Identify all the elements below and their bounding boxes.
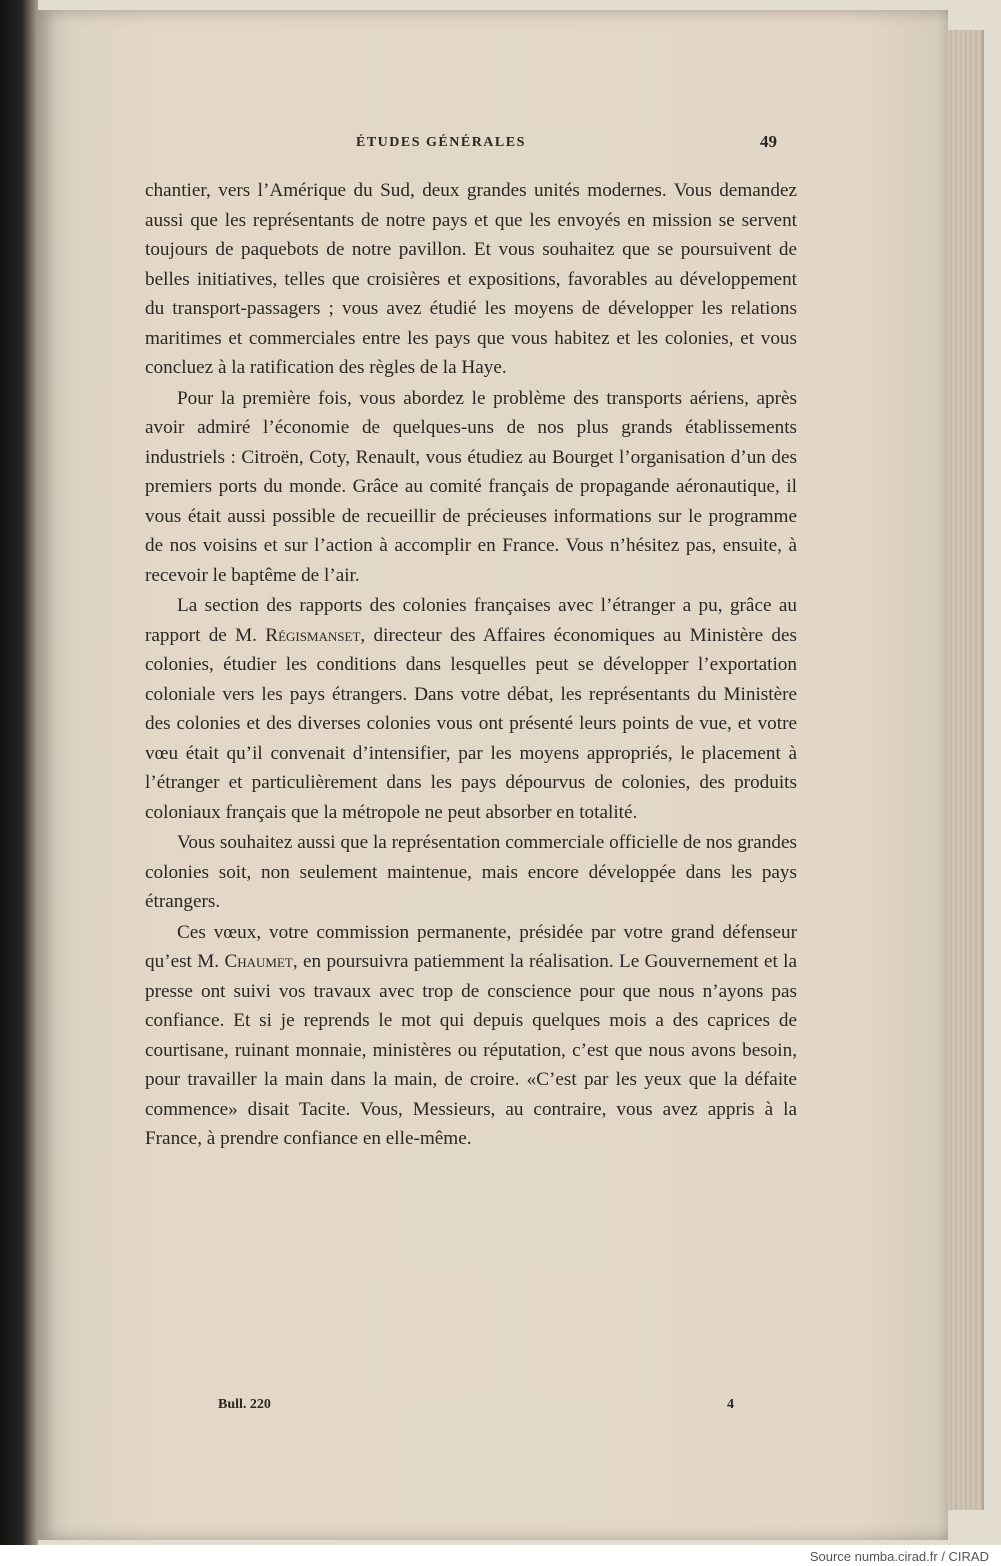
paragraph-5-end: , en poursuivra patiemment la réalisation. Le Gouvernement et la presse ont suivi vos travaux avec trop de conscience pour que nous n’ayons pas confiance. Et si je reprends le mot qui depuis quelques mois a des caprices de courtisane, ruinant monnaie, ministères ou réputation, c’est que nous avons besoin, pour travailler la main dans la main, de croire. «C’est par les yeux que la défaite commence» disait Tacite. Vous, Messieurs, au contraire, vous avez appris à la France, à prendre confiance en elle-même. [145, 951, 797, 1149]
running-title: ÉTUDES GÉNÉRALES [356, 135, 526, 150]
paragraph-4: Vous souhaitez aussi que la représentation commerciale officielle de nos grandes colonies soit, non seulement maintenue, mais encore développée dans les pays étrangers. [145, 832, 797, 912]
body-text [145, 176, 797, 1154]
bulletin-reference: Bull. 220 [218, 1397, 271, 1412]
source-credit: Source numba.cirad.fr / CIRAD [809, 1549, 989, 1564]
signature-mark: 4 [727, 1397, 734, 1412]
paragraph-1: chantier, vers l’Amérique du Sud, deux grandes unités modernes. Vous demandez aussi que les représentants de notre pays et que les envoyés en mission se servent toujours de paquebots de notre pavillon. Et vous souhaitez que se poursuivent de belles initiatives, telles que croisières et expositions, favorables au développement du transport-passagers ; vous avez étudié les moyens de développer les relations maritimes et commerciales entre les pays que vous habitez et les colonies, et vous concluez à la ratification des règles de la Haye. [145, 180, 797, 378]
paragraph-3-end: , directeur des Affaires économiques au Ministère des colonies, étudier les conditions dans lesquelles peut se développer l’exportation coloniale vers les pays étrangers. Dans votre débat, les représentants du Ministère des colonies et des diverses colonies vous ont présenté leurs points de vue, et votre vœu était qu’il convenait d’intensifier, par les moyens appropriés, le placement à l’étranger et particulièrement dans les pays dépourvus de colonies, des produits coloniaux français que la métropole ne peut absorber en totalité. [145, 624, 797, 823]
paragraph-5 [145, 918, 797, 1154]
paragraph-2: Pour la première fois, vous abordez le problème des transports aériens, après avoir admiré l’économie de quelques-uns de nos plus grands établissements industriels : Citroën, Coty, Renault, vous étudiez au Bourget l’organisation d’un des premiers ports du monde. Grâce au comité français de propagande aéronautique, il vous était aussi possible de recueillir de précieuses informations sur le programme de nos voisins et sur l’action à accomplir en France. Vous n’hésitez pas, ensuite, à recevoir le baptême de l’air. [145, 387, 797, 586]
page-edges [948, 30, 984, 1510]
paragraph-5-start: Ces vœux, votre commission permanente, présidée par votre grand défenseur qu’est M. [145, 921, 797, 972]
book-binding [0, 0, 38, 1545]
person-name-regismanset: Régismanset [265, 624, 361, 646]
paragraph-3 [145, 591, 797, 827]
person-name-chaumet: Chaumet [224, 951, 293, 972]
page-number: 49 [760, 132, 777, 151]
paragraph-3-start: La section des rapports des colonies françaises avec l’étranger a pu, grâce au rapport de M. [145, 595, 797, 646]
